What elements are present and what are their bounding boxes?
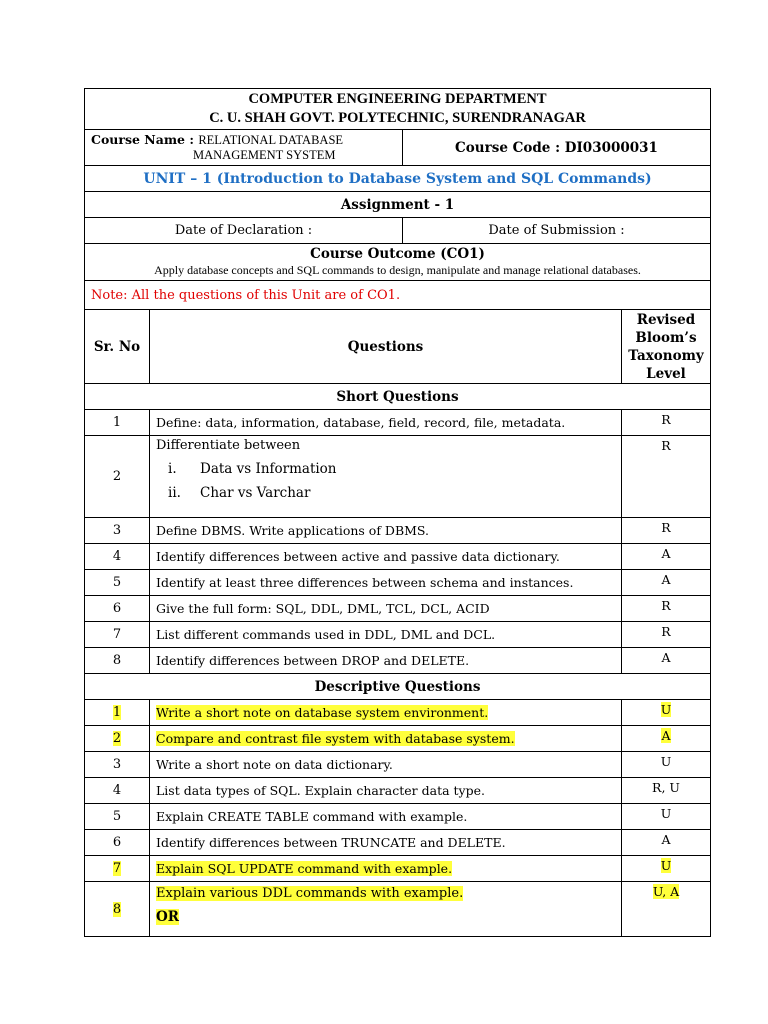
table-row <box>85 700 711 726</box>
descriptive-question-question <box>150 856 622 882</box>
sub-item-text: Data vs Information <box>200 461 337 477</box>
table-row <box>85 596 711 622</box>
date-of-submission: Date of Submission : <box>403 218 711 244</box>
short-question-sr-no <box>85 622 150 648</box>
sr-number: 3 <box>112 757 122 772</box>
question-text: Compare and contrast file system with database system. <box>156 731 515 746</box>
course-name-cell <box>85 130 403 166</box>
questions-header: Questions <box>150 310 622 384</box>
short-questions-list <box>85 410 711 674</box>
sr-number: 5 <box>112 809 122 824</box>
short-question-question <box>150 596 622 622</box>
descriptive-question-question <box>150 700 622 726</box>
descriptive-question-sr-no <box>85 700 150 726</box>
or-label: OR <box>156 909 179 925</box>
course-outcome-title: Course Outcome (CO1) <box>310 246 485 262</box>
short-question-question <box>150 518 622 544</box>
sr-number: 4 <box>112 783 122 798</box>
sr-number: 4 <box>112 549 122 564</box>
table-row <box>85 570 711 596</box>
sr-number: 1 <box>112 705 122 720</box>
short-questions-heading: Short Questions <box>85 384 711 410</box>
short-question-sr-no <box>85 410 150 436</box>
descriptive-question-sr-no <box>85 804 150 830</box>
descriptive-question-question <box>150 752 622 778</box>
bloom-level-value: R <box>661 624 671 639</box>
bloom-level-value: A <box>661 546 671 561</box>
short-question-sr-no <box>85 518 150 544</box>
short-question-sr-no <box>85 596 150 622</box>
course-outcome-text: Apply database concepts and SQL commands to design, manipulate and manage relational databases. <box>154 263 641 277</box>
sr-number: 8 <box>112 653 122 668</box>
sub-item <box>168 461 615 477</box>
short-question-question <box>150 622 622 648</box>
unit-title: UNIT – 1 (Introduction to Database System and SQL Commands) <box>85 166 711 192</box>
assignment-document <box>84 88 710 937</box>
questions-table <box>84 309 711 937</box>
sub-item-number: i. <box>168 461 177 477</box>
descriptive-question-bloom-level <box>622 882 711 937</box>
table-row <box>85 830 711 856</box>
bloom-level-value: R <box>661 412 671 427</box>
descriptive-question-bloom-level <box>622 700 711 726</box>
level-header-line4: Level <box>646 365 686 382</box>
short-question-question <box>150 410 622 436</box>
sub-item-number: ii. <box>168 485 181 501</box>
table-row <box>85 778 711 804</box>
question-text: Write a short note on data dictionary. <box>156 757 393 772</box>
short-question-question <box>150 570 622 596</box>
short-question-sr-no <box>85 648 150 674</box>
descriptive-question-sr-no <box>85 830 150 856</box>
descriptive-question-sr-no <box>85 882 150 937</box>
bloom-level-value: R <box>661 520 671 535</box>
course-code: Course Code : DI03000031 <box>403 130 711 166</box>
assignment-title: Assignment - 1 <box>85 192 711 218</box>
level-header-line2: Bloom’s <box>635 329 697 346</box>
descriptive-question-sr-no <box>85 752 150 778</box>
short-question-bloom-level <box>622 544 711 570</box>
question-text: Explain SQL UPDATE command with example. <box>156 861 453 876</box>
short-question-sr-no <box>85 570 150 596</box>
table-row <box>85 410 711 436</box>
bloom-level-value: U <box>660 702 672 717</box>
bloom-level-header <box>622 310 711 384</box>
descriptive-question-question <box>150 830 622 856</box>
sr-number: 7 <box>112 627 122 642</box>
question-text: List different commands used in DDL, DML and DCL. <box>156 627 496 642</box>
sr-number: 1 <box>112 415 122 430</box>
table-row <box>85 544 711 570</box>
question-text: Identify differences between DROP and DELETE. <box>156 653 470 668</box>
date-of-declaration: Date of Declaration : <box>85 218 403 244</box>
bloom-level-value: A <box>661 572 671 587</box>
table-row <box>85 804 711 830</box>
descriptive-question-bloom-level <box>622 856 711 882</box>
short-question-bloom-level <box>622 570 711 596</box>
sr-number: 3 <box>112 523 122 538</box>
sr-number: 6 <box>112 601 122 616</box>
question-text: Write a short note on database system environment. <box>156 705 489 720</box>
question-text: Differentiate between <box>156 438 301 453</box>
header-table <box>84 88 711 310</box>
bloom-level-value: R <box>661 438 671 453</box>
course-outcome <box>85 244 711 281</box>
descriptive-question-sr-no <box>85 856 150 882</box>
table-row <box>85 436 711 518</box>
descriptive-question-question <box>150 804 622 830</box>
descriptive-question-bloom-level <box>622 726 711 752</box>
bloom-level-value: A <box>661 650 671 665</box>
table-header-row <box>85 310 711 384</box>
table-row <box>85 648 711 674</box>
table-row <box>85 518 711 544</box>
descriptive-question-question <box>150 726 622 752</box>
short-question-sr-no <box>85 544 150 570</box>
short-question-bloom-level <box>622 648 711 674</box>
course-name-line1: RELATIONAL DATABASE <box>198 133 344 147</box>
course-name-line2: MANAGEMENT SYSTEM <box>193 148 336 162</box>
sr-number: 2 <box>112 469 122 484</box>
level-header-line3: Taxonomy <box>628 347 704 364</box>
bloom-level-value: R, U <box>652 780 680 795</box>
short-question-sr-no <box>85 436 150 518</box>
descriptive-question-question <box>150 778 622 804</box>
table-row <box>85 726 711 752</box>
bloom-level-value: R <box>661 598 671 613</box>
course-name-label: Course Name : <box>91 132 199 147</box>
level-header-line1: Revised <box>636 311 696 328</box>
question-text: List data types of SQL. Explain character data type. <box>156 783 485 798</box>
descriptive-question-question <box>150 882 622 937</box>
descriptive-question-bloom-level <box>622 830 711 856</box>
sr-number: 5 <box>112 575 122 590</box>
bloom-level-value: U <box>660 806 672 821</box>
question-text: Explain CREATE TABLE command with example. <box>156 809 468 824</box>
question-text: Give the full form: SQL, DDL, DML, TCL, DCL, ACID <box>156 601 490 616</box>
table-row <box>85 752 711 778</box>
question-text: Identify at least three differences between schema and instances. <box>156 575 574 590</box>
bloom-level-value: A <box>661 832 671 847</box>
table-row <box>85 856 711 882</box>
short-question-question <box>150 436 622 518</box>
question-text: Explain various DDL commands with example. <box>156 886 464 901</box>
sr-number: 8 <box>112 901 122 917</box>
college-name: C. U. SHAH GOVT. POLYTECHNIC, SURENDRANAGAR <box>209 110 586 126</box>
sr-number: 7 <box>112 861 122 876</box>
sub-item-text: Char vs Varchar <box>200 485 311 501</box>
short-question-bloom-level <box>622 596 711 622</box>
question-text: Identify differences between TRUNCATE and DELETE. <box>156 835 506 850</box>
descriptive-question-bloom-level <box>622 804 711 830</box>
short-question-question <box>150 648 622 674</box>
department-name: COMPUTER ENGINEERING DEPARTMENT <box>248 91 547 107</box>
short-question-bloom-level <box>622 436 711 518</box>
bloom-level-value: A <box>661 728 671 743</box>
sr-no-header: Sr. No <box>85 310 150 384</box>
sub-item <box>168 485 615 501</box>
bloom-level-value: U, A <box>652 884 680 899</box>
short-question-bloom-level <box>622 622 711 648</box>
descriptive-question-bloom-level <box>622 778 711 804</box>
sr-number: 6 <box>112 835 122 850</box>
descriptive-questions-list <box>85 700 711 937</box>
bloom-level-value: U <box>660 858 672 873</box>
descriptive-question-bloom-level <box>622 752 711 778</box>
descriptive-question-sr-no <box>85 778 150 804</box>
question-text: Define DBMS. Write applications of DBMS. <box>156 523 430 538</box>
descriptive-questions-heading: Descriptive Questions <box>85 674 711 700</box>
sr-number: 2 <box>112 731 122 746</box>
short-question-bloom-level <box>622 410 711 436</box>
table-row <box>85 882 711 937</box>
department-heading <box>85 89 711 130</box>
bloom-level-value: U <box>660 754 672 769</box>
question-text: Identify differences between active and passive data dictionary. <box>156 549 560 564</box>
descriptive-question-sr-no <box>85 726 150 752</box>
short-question-bloom-level <box>622 518 711 544</box>
short-question-question <box>150 544 622 570</box>
unit-note: Note: All the questions of this Unit are of CO1. <box>85 281 711 310</box>
question-text: Define: data, information, database, field, record, file, metadata. <box>156 415 566 430</box>
table-row <box>85 622 711 648</box>
